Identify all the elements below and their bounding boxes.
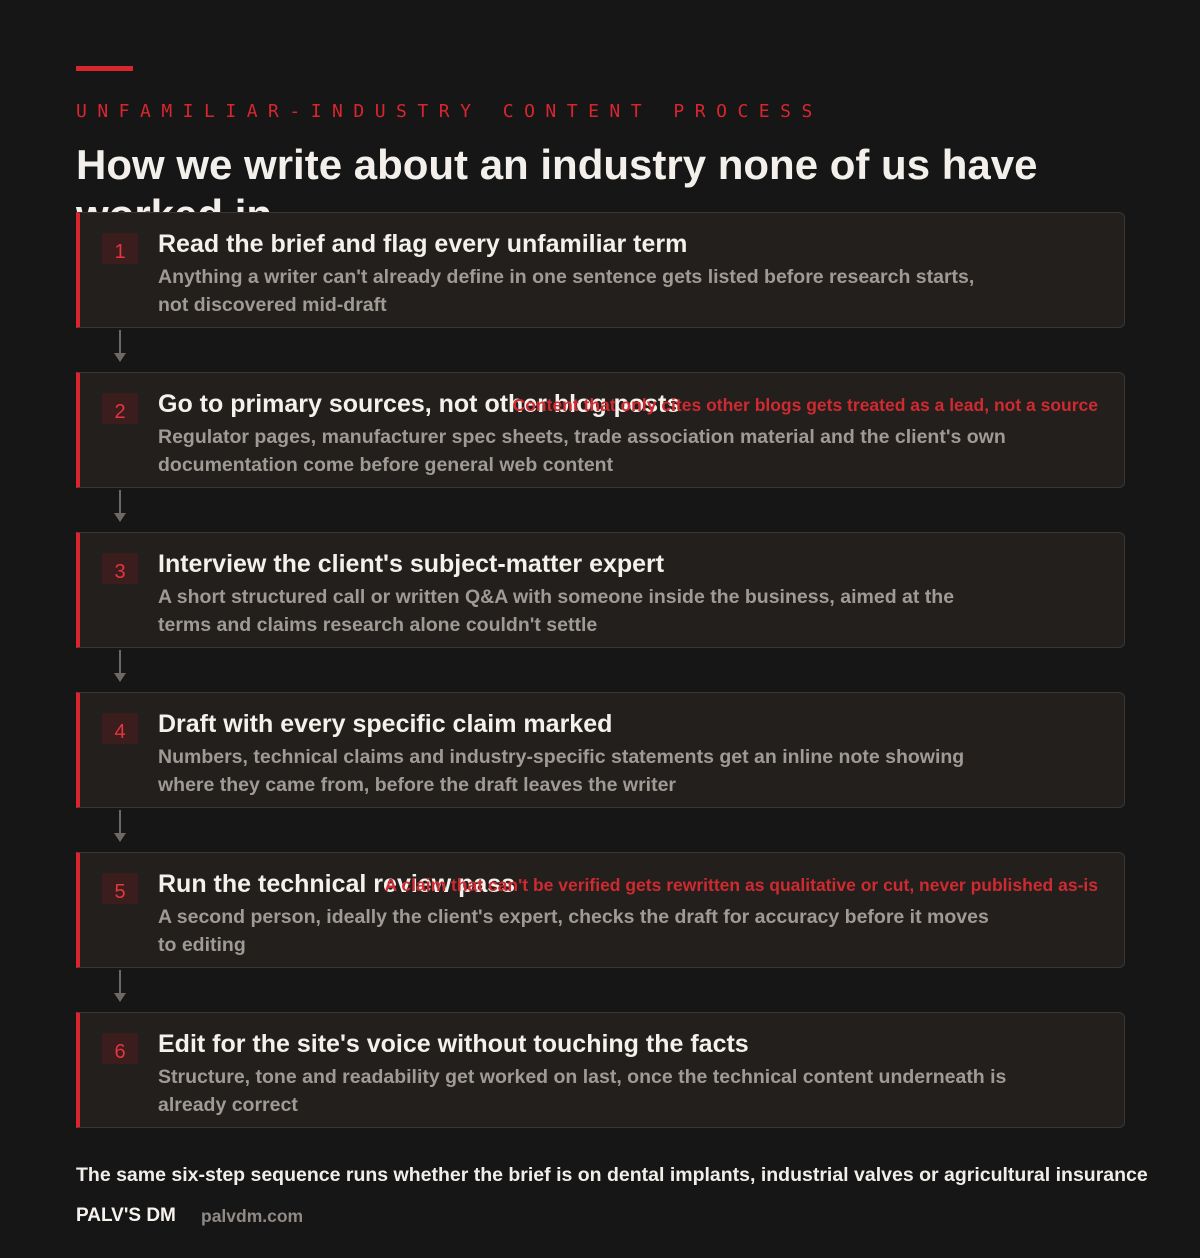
- accent-rule: [76, 66, 133, 71]
- step-title: Edit for the site's voice without touching the facts: [158, 1030, 749, 1058]
- step-card-2: [76, 372, 1125, 488]
- step-title: Go to primary sources, not other blog posts: [158, 390, 681, 418]
- step-description: Anything a writer can't already define in one sentence gets listed before research starts, not discovered mid-draft: [158, 266, 975, 316]
- step-card-4: [76, 692, 1125, 808]
- brand-name: PALV'S DM: [76, 1205, 176, 1226]
- step-title: Run the technical review pass: [158, 870, 516, 898]
- step-number-badge: 1: [102, 233, 138, 264]
- process-steps: [76, 212, 1125, 1128]
- down-arrow-icon: [76, 488, 1125, 532]
- step-card-6: [76, 1012, 1125, 1128]
- step-title: Draft with every specific claim marked: [158, 710, 613, 738]
- step-card-3: [76, 532, 1125, 648]
- step-number-badge: 6: [102, 1033, 138, 1064]
- down-arrow-icon: [76, 968, 1125, 1012]
- step-note: Content that only cites other blogs gets treated as a lead, not a source: [512, 395, 1098, 415]
- step-number-badge: 4: [102, 713, 138, 744]
- step-description: A short structured call or written Q&A with someone inside the business, aimed at the terms and claims research alone couldn't settle: [158, 586, 955, 636]
- step-title: Interview the client's subject-matter expert: [158, 550, 665, 578]
- step-title: Read the brief and flag every unfamiliar term: [158, 230, 688, 258]
- step-number-badge: 3: [102, 553, 138, 584]
- step-description: A second person, ideally the client's expert, checks the draft for accuracy before it moves to editing: [158, 906, 989, 956]
- down-arrow-icon: [76, 648, 1125, 692]
- page-title: How we write about an industry none of us have: [76, 141, 1038, 188]
- step-card-1: [76, 212, 1125, 328]
- step-card-5: [76, 852, 1125, 968]
- step-number-badge: 2: [102, 393, 138, 424]
- step-description: Regulator pages, manufacturer spec sheets, trade association material and the client's own documentation come before general web content: [158, 426, 1006, 476]
- step-number-badge: 5: [102, 873, 138, 904]
- down-arrow-icon: [76, 808, 1125, 852]
- eyebrow-label: UNFAMILIAR-INDUSTRY CONTENT PROCESS: [76, 101, 823, 122]
- footer-note: The same six-step sequence runs whether the brief is on dental implants, industrial valves or agricultural insurance: [76, 1164, 1148, 1186]
- step-note: A claim that can't be verified gets rewritten as qualitative or cut, never published as-is: [384, 875, 1098, 895]
- step-description: Structure, tone and readability get worked on last, once the technical content underneath is already correct: [158, 1066, 1007, 1116]
- brand-url: palvdm.com: [201, 1206, 304, 1226]
- step-description: Numbers, technical claims and industry-specific statements get an inline note showing where they came from, before the draft leaves the writer: [158, 746, 965, 796]
- down-arrow-icon: [76, 328, 1125, 372]
